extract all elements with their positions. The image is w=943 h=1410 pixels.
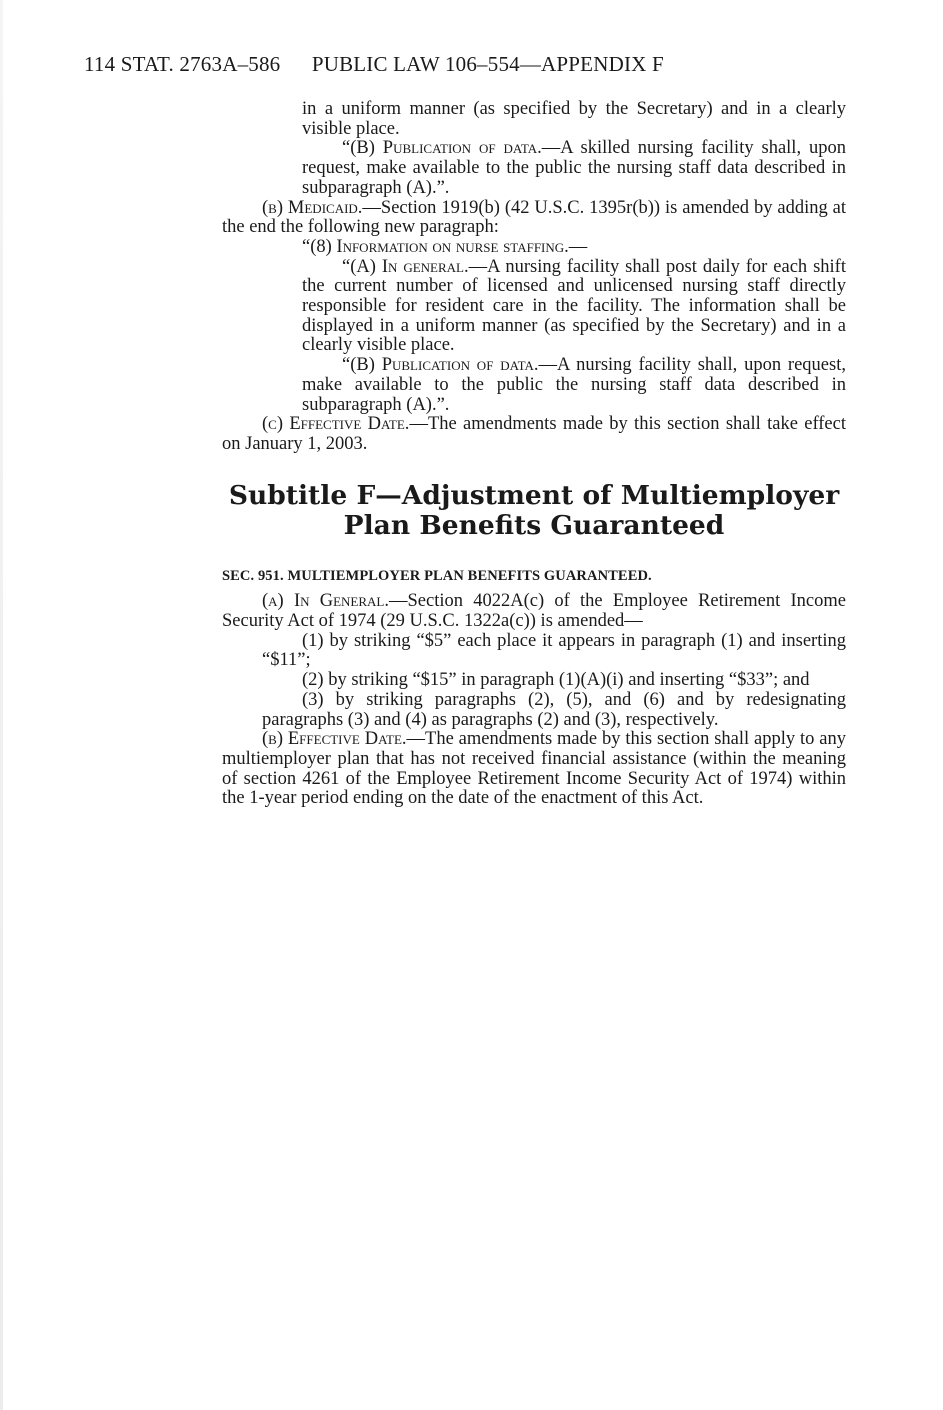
paragraph-text: —Section 4022A(c) of the Employee Retirement Income Security Act of 1974 (29 U.S.C. 1322a(c)) is amended—	[222, 591, 846, 632]
section-heading: SEC. 951. MULTIEMPLOYER PLAN BENEFITS GUARANTEED.	[222, 567, 652, 584]
paragraph-text: —A skilled nursing facility shall, upon request, make available to the public the nursing staff data described in subparagraph (A).”.	[302, 138, 846, 198]
subtitle-heading	[222, 481, 846, 541]
clause-2: (2) by striking “$15” in paragraph (1)(A)(i) and inserting “$33”; and	[302, 670, 810, 691]
paragraph-b-publication	[302, 139, 846, 198]
section-paragraph-b	[222, 730, 846, 809]
paragraph-text: —Section 1919(b) (42 U.S.C. 1395r(b)) is amended by adding at the end the following new paragraph:	[222, 197, 846, 238]
paragraph-caption: (a) In General.	[262, 591, 389, 612]
paragraph-effective-date	[222, 415, 846, 454]
paragraph-caption: (b) Effective Date.	[262, 729, 407, 750]
paragraph-caption: “(8) Information on nurse staffing.	[302, 236, 569, 257]
body-text	[222, 100, 846, 809]
paragraph-text: —A nursing facility shall post daily for each shift the current number of licensed and unlicensed nursing staff directly responsible for resident care in the facility. The information shall be displayed in a uniform manner (as specified by the Secretary) and in a clearly visible place.	[302, 256, 846, 356]
paragraph-text: —	[568, 236, 588, 257]
paragraph-text: —A nursing facility shall, upon request, make available to the public the nursing staff data described in subparagraph (A).”.	[302, 355, 846, 415]
subtitle-line: Plan Benefits Guaranteed	[343, 509, 725, 541]
subtitle-line: Subtitle F—Adjustment of Multiemployer	[228, 479, 840, 511]
paragraph-caption: “(B) Publication of data.	[342, 355, 539, 376]
page-edge	[0, 0, 3, 1410]
paragraph-continuation: in a uniform manner (as specified by the Secretary) and in a clearly visible place.	[302, 99, 846, 139]
paragraph-caption: “(B) Publication of data.	[342, 138, 542, 159]
paragraph-text: —The amendments made by this section shall take effect on January 1, 2003.	[222, 414, 846, 454]
section-paragraph-a	[222, 592, 846, 631]
paragraph-caption: “(A) In general.	[342, 256, 469, 277]
law-title: PUBLIC LAW 106–554—APPENDIX F	[311, 52, 664, 76]
paragraph-text: —The amendments made by this section shall apply to any multiemployer plan that has not received financial assistance (within the meaning of section 4261 of the Employee Retirement Income Security Act of 1974) within the 1-year period ending on the date of the enactment of this Act.	[222, 729, 846, 809]
clause-3: (3) by striking paragraphs (2), (5), and (6) and by redesignating paragraphs (3) and (4) as paragraphs (2) and (3), respectively.	[262, 689, 846, 730]
page-header	[84, 52, 664, 77]
paragraph-b-publication-nursing	[302, 356, 846, 415]
paragraph-caption: (b) Medicaid.	[262, 197, 363, 218]
paragraph-medicaid	[222, 199, 846, 238]
paragraph-caption: (c) Effective Date.	[262, 414, 410, 435]
statute-citation: 114 STAT. 2763A–586	[84, 52, 281, 76]
paragraph-nurse-staffing	[302, 238, 846, 258]
paragraph-a-in-general	[302, 258, 846, 357]
clause-1: (1) by striking “$5” each place it appears in paragraph (1) and inserting “$11”;	[262, 630, 846, 671]
